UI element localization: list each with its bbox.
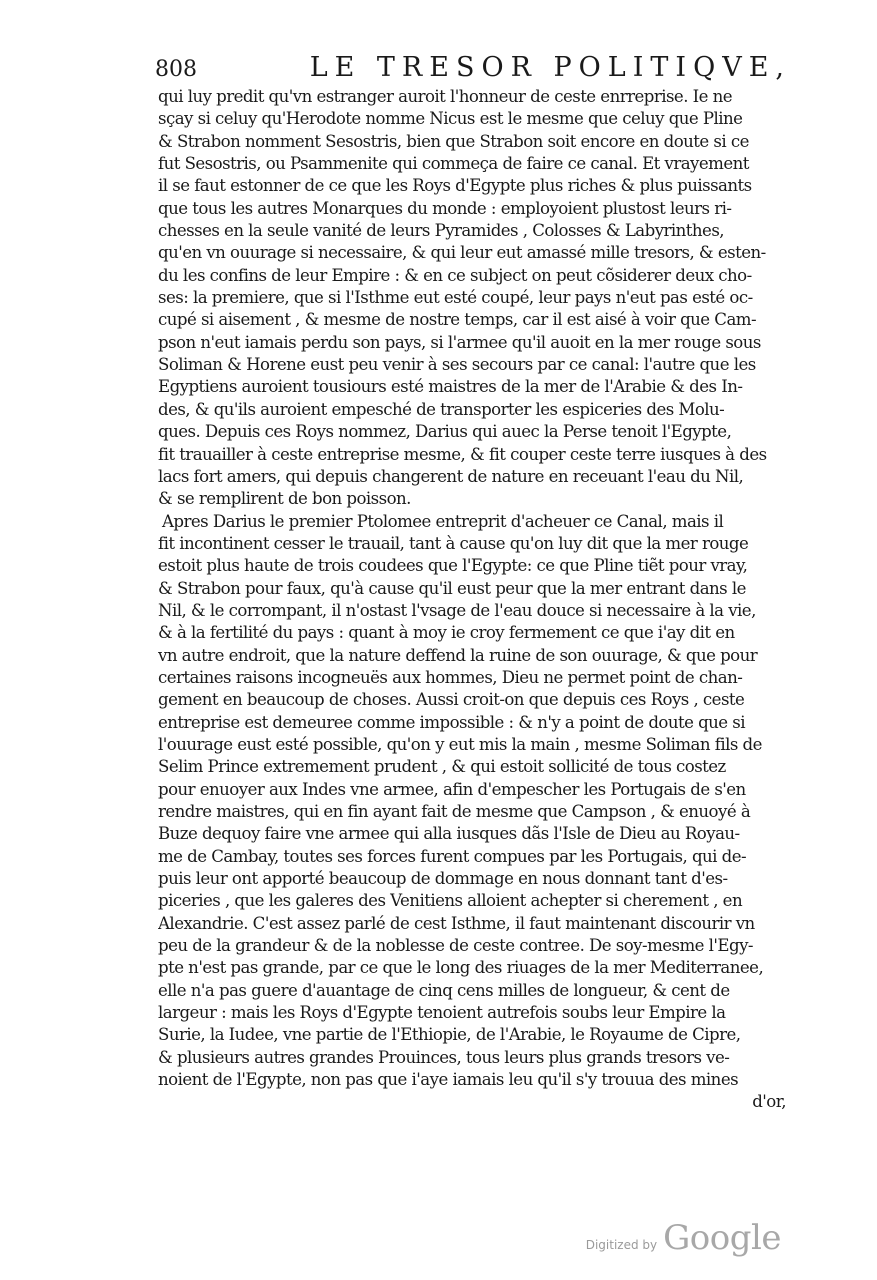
text-line: me de Cambay, toutes ses forces furent compues par les Portugais, qui de- (158, 846, 747, 866)
text-line: qu'en vn ouurage si necessaire, & qui leur eut amassé mille tresors, & esten- (158, 243, 766, 263)
page-number: 808 (155, 57, 197, 82)
text-line: Selim Prince extremement prudent , & qui estoit sollicité de tous costez (158, 757, 726, 777)
text-line: peu de la grandeur & de la noblesse de ceste contree. De soy-mesme l'Egy- (158, 936, 753, 956)
text-line: ses: la premiere, que si l'Isthme eut esté coupé, leur pays n'eut pas esté oc- (158, 288, 753, 308)
watermark-prefix: Digitized by (585, 1238, 658, 1252)
text-line: gement en beaucoup de choses. Aussi croit-on que depuis ces Roys , ceste (158, 690, 745, 710)
text-line: fit trauailler à ceste entreprise mesme, & fit couper ceste terre iusques à des (158, 444, 767, 464)
text-line: il se faut estonner de ce que les Roys d'Egypte plus riches & plus puissants (158, 176, 752, 196)
text-line: puis leur ont apporté beaucoup de dommage en nous donnant tant d'es- (158, 869, 728, 889)
text-line: largeur : mais les Roys d'Egypte tenoient autrefois soubs leur Empire la (158, 1003, 726, 1023)
text-line: fut Sesostris, ou Psammenite qui commeça de faire ce canal. Et vrayement (158, 154, 749, 174)
text-line: vn autre endroit, que la nature deffend la ruine de son ouurage, & que pour (158, 645, 758, 665)
running-title: LE TRESOR POLITIQVE, (309, 52, 791, 83)
text-line: entreprise est demeuree comme impossible : & n'y a point de doute que si (158, 712, 746, 732)
text-line: Nil, & le corrompant, il n'ostast l'vsage de l'eau douce si necessaire à la vie, (158, 600, 756, 620)
text-line: estoit plus haute de trois coudees que l'Egypte: ce que Pline tiẽt pour vray, (158, 556, 748, 576)
text-line: qui luy predit qu'vn estranger auroit l'honneur de ceste enrreprise. Ie ne (158, 87, 733, 106)
text-line: piceries , que les galeres des Venitiens alloient achepter si cherement , en (158, 891, 743, 911)
text-line: & se remplirent de bon poisson. (158, 489, 411, 509)
text-line: certaines raisons incogneuës aux hommes, Dieu ne permet point de chan- (158, 667, 743, 687)
text-line: du les confins de leur Empire : & en ce subject on peut cõsiderer deux cho- (158, 265, 752, 285)
text-line: Egyptiens auroient tousiours esté maistres de la mer de l'Arabie & des In- (158, 377, 743, 397)
text-line: & à la fertilité du pays : quant à moy ie croy fermement ce que i'ay dit en (158, 623, 735, 643)
body-text (158, 86, 790, 1114)
text-line: fit incontinent cesser le trauail, tant à cause qu'on luy dit que la mer rouge (158, 533, 749, 553)
text-line: noient de l'Egypte, non pas que i'aye iamais leu qu'il s'y trouua des mines (158, 1070, 739, 1090)
google-logo: Google (663, 1218, 781, 1258)
text-line: rendre maistres, qui en fin ayant fait de mesme que Campson , & enuoyé à (158, 802, 751, 821)
text-line: chesses en la seule vanité de leurs Pyramides , Colosses & Labyrinthes, (158, 221, 725, 241)
text-line: & Strabon pour faux, qu'à cause qu'il eust peur que la mer entrant dans le (158, 578, 746, 598)
text-line: d'or, (752, 1092, 786, 1112)
text-line: Soliman & Horene eust peu venir à ses secours par ce canal: l'autre que les (158, 355, 756, 375)
text-line: elle n'a pas guere d'auantage de cinq cens milles de longueur, & cent de (158, 980, 730, 1000)
text-line: pour enuoyer aux Indes vne armee, afin d'empescher les Portugais de s'en (158, 779, 746, 799)
text-line: & Strabon nomment Sesostris, bien que Strabon soit encore en doute si ce (158, 131, 749, 151)
text-line: pson n'eut iamais perdu son pays, si l'armee qu'il auoit en la mer rouge sous (158, 332, 761, 352)
text-line: que tous les autres Monarques du monde : employoient plustost leurs ri- (158, 198, 732, 218)
digitized-watermark (586, 1218, 781, 1258)
text-line: sçay si celuy qu'Herodote nomme Nicus est le mesme que celuy que Pline (158, 109, 743, 129)
text-line: lacs fort amers, qui depuis changerent de nature en receuant l'eau du Nil, (158, 466, 744, 486)
text-line: Alexandrie. C'est assez parlé de cest Isthme, il faut maintenant discourir vn (158, 913, 755, 933)
text-line: cupé si aisement , & mesme de nostre temps, car il est aisé à voir que Cam- (158, 310, 757, 330)
text-line: l'ouurage eust esté possible, qu'on y eut mis la main , mesme Soliman fils de (158, 734, 762, 754)
text-line: pte n'est pas grande, par ce que le long des riuages de la mer Mediterranee, (158, 958, 764, 978)
text-line: & plusieurs autres grandes Prouinces, tous leurs plus grands tresors ve- (158, 1047, 730, 1067)
text-line: Apres Darius le premier Ptolomee entreprit d'acheuer ce Canal, mais il (162, 511, 724, 531)
text-line: ques. Depuis ces Roys nommez, Darius qui auec la Perse tenoit l'Egypte, (158, 422, 732, 442)
text-line: des, & qu'ils auroient empesché de transporter les espiceries des Molu- (158, 399, 725, 419)
text-line: Buze dequoy faire vne armee qui alla iusques dãs l'Isle de Dieu au Royau- (158, 824, 740, 844)
text-line: Surie, la Iudee, vne partie de l'Ethiopie, de l'Arabie, le Royaume de Cipre, (158, 1025, 741, 1045)
page-header (155, 52, 795, 88)
